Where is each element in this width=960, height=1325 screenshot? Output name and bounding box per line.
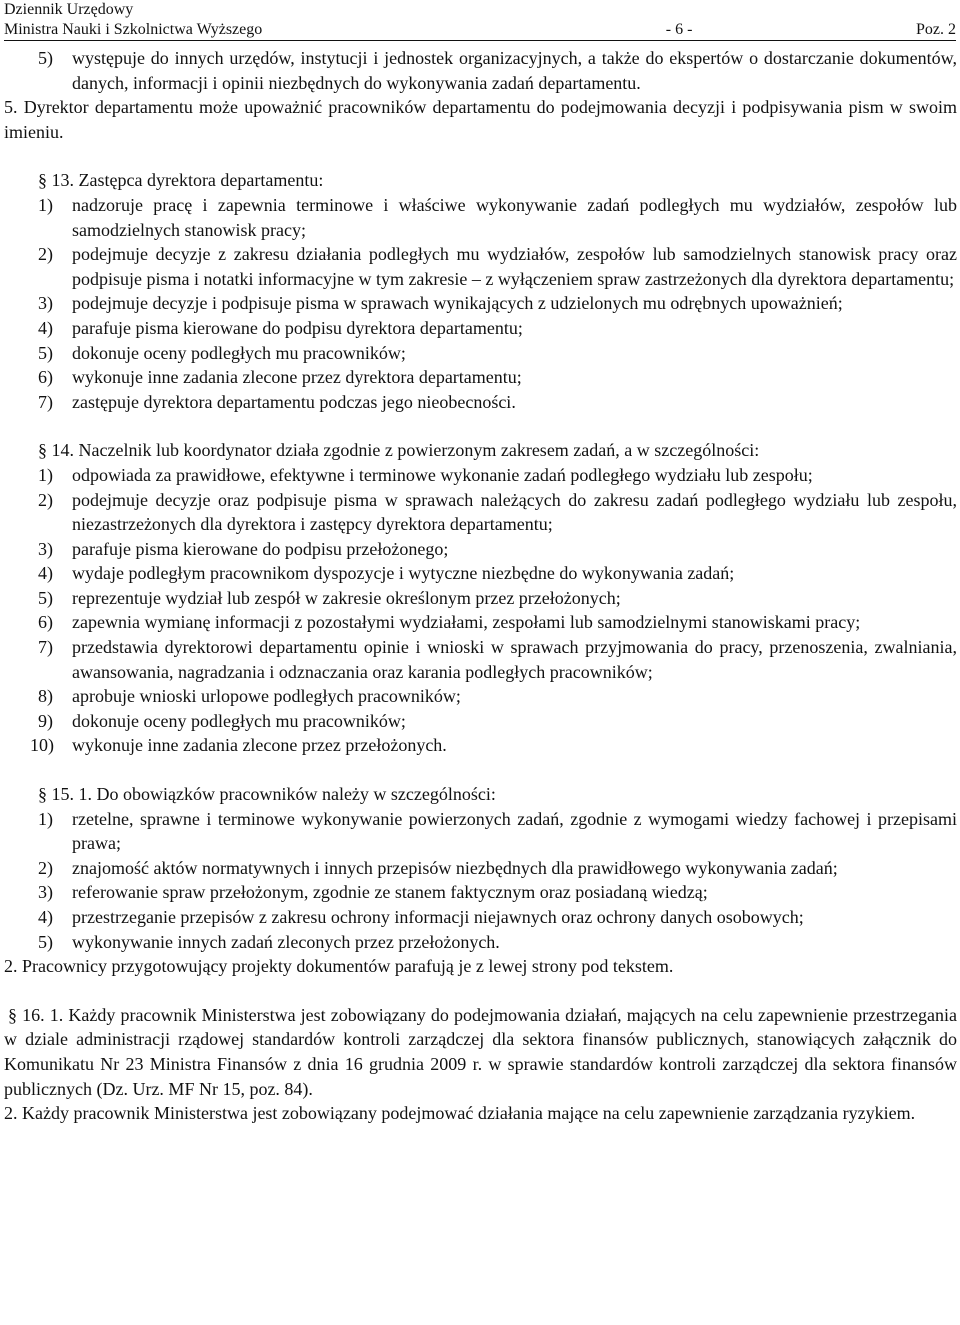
item-number: 6) — [38, 367, 53, 388]
section-heading: § 15. 1. Do obowiązków pracowników należy w szczególności: — [38, 784, 496, 805]
paragraph: 5. Dyrektor departamentu może upoważnić pracowników departamentu do podejmowania decyzji i podpisywania pism w swoim imieniu. — [4, 97, 957, 142]
item-text: podejmuje decyzje oraz podpisuje pisma w sprawach należących do zakresu zadań podległego wydziału lub zespołu, niezastrzeżonych dla dyrektora i zastępcy dyrektora departamentu; — [72, 489, 957, 535]
list-item — [4, 880, 957, 905]
list-item — [4, 930, 957, 955]
spacer — [4, 979, 957, 1003]
list-item — [4, 390, 957, 415]
list-item — [4, 341, 957, 366]
item-text: parafuje pisma kierowane do podpisu dyrektora departamentu; — [72, 317, 523, 338]
list-item — [4, 46, 957, 95]
item-number: 3) — [38, 882, 53, 903]
list-item — [4, 537, 957, 562]
item-number: 5) — [38, 587, 53, 608]
item-text: odpowiada za prawidłowe, efektywne i terminowe wykonanie zadań podległego wydziału lub zespołu; — [72, 464, 813, 485]
paragraph: § 16. 1. Każdy pracownik Ministerstwa jest zobowiązany do podejmowania działań, mających na celu zapewnienie przestrzegania w dziale administracji rządowej standardów kontroli zarządczej dla sektora finansów publicznych, stanowiących załącznik do Komunikatu Nr 23 Ministra Finansów z dnia 16 grudnia 2009 r. w sprawie standardów kontroli zarządczej dla sektora finansów publicznych (Dz. Urz. MF Nr 15, poz. 84). — [4, 1004, 957, 1099]
spacer — [4, 144, 957, 168]
ministry-name: Ministra Nauki i Szkolnictwa Wyższego — [4, 21, 263, 38]
item-text: przedstawia dyrektorowi departamentu opinie i wnioski w sprawach przyjmowania do pracy, przenoszenia, zwalniania, awansowania, nagradzania i odznaczania oraz karania podległych pracowników; — [72, 637, 957, 682]
page-number: - 6 - — [665, 21, 693, 38]
list-item — [4, 635, 957, 684]
list-item — [4, 193, 957, 242]
item-text: zapewnia wymianę informacji z pozostałymi wydziałami, zespołami lub samodzielnymi stanowiskami pracy; — [72, 612, 861, 633]
item-number: 8) — [38, 686, 53, 707]
list-item — [4, 684, 957, 709]
item-text: wykonuje inne zadania zlecone przez przełożonych. — [72, 735, 447, 756]
item-text: referowanie spraw przełożonym, zgodnie ze stanem faktycznym oraz posiadaną wiedzą; — [72, 882, 708, 903]
item-number: 1) — [38, 808, 53, 829]
item-number: 3) — [38, 293, 53, 314]
item-text: wydaje podległym pracownikom dyspozycje i wytyczne niezbędne do wykonywania zadań; — [72, 563, 735, 584]
spacer — [4, 414, 957, 438]
spacer — [4, 758, 957, 782]
list-item — [4, 807, 957, 856]
list-item — [4, 316, 957, 341]
item-number: 2) — [38, 489, 53, 510]
section-heading: § 14. Naczelnik lub koordynator działa zgodnie z powierzonym zakresem zadań, a w szczególności: — [38, 440, 760, 461]
item-text: aprobuje wnioski urlopowe podległych pracowników; — [72, 686, 461, 707]
section-13-list — [4, 193, 957, 414]
section-heading: § 13. Zastępca dyrektora departamentu: — [38, 170, 324, 191]
list-item — [4, 488, 957, 537]
item-number: 1) — [38, 194, 53, 215]
item-number: 5) — [38, 931, 53, 952]
position-number: Poz. 2 — [916, 21, 956, 38]
item-number: 2) — [38, 857, 53, 878]
item-text: zastępuje dyrektora departamentu podczas jego nieobecności. — [72, 391, 516, 412]
journal-title: Dziennik Urzędowy — [4, 1, 134, 18]
list-item — [4, 463, 957, 488]
list-item — [4, 709, 957, 734]
item-number: 5) — [38, 48, 53, 68]
list-item — [4, 733, 957, 758]
item-text: przestrzeganie przepisów z zakresu ochrony informacji niejawnych oraz ochrony danych osobowych; — [72, 907, 804, 927]
item-number: 9) — [38, 710, 53, 731]
item-number: 2) — [38, 244, 53, 265]
section-14-list — [4, 463, 957, 758]
item-number: 4) — [38, 563, 53, 584]
item-text: reprezentuje wydział lub zespół w zakresie określonym przez przełożonych; — [72, 587, 621, 608]
list-item — [4, 561, 957, 586]
item-number: 4) — [38, 907, 53, 927]
paragraph: 2. Pracownicy przygotowujący projekty dokumentów parafują je z lewej strony pod tekstem. — [4, 956, 674, 977]
item-text: wykonywanie innych zadań zleconych przez przełożonych. — [72, 931, 500, 952]
item-number: 7) — [38, 637, 53, 658]
list-item — [4, 291, 957, 316]
list-item — [4, 586, 957, 611]
list-item — [4, 905, 957, 930]
item-text: dokonuje oceny podległych mu pracowników; — [72, 710, 406, 731]
item-text: występuje do innych urzędów, instytucji i jednostek organizacyjnych, a także do ekspertów o dostarczanie dokumentów, danych, informacji i opinii niezbędnych do wykonywania zadań departamentu. — [72, 48, 957, 93]
header-row — [4, 20, 956, 40]
item-number: 10) — [30, 735, 54, 756]
item-text: podejmuje decyzje i podpisuje pisma w sprawach wynikających z udzielonych mu odrębnych upoważnień; — [72, 293, 843, 314]
paragraph: 2. Każdy pracownik Ministerstwa jest zobowiązany podejmować działania mające na celu zapewnienie zarządzania ryzykiem. — [4, 1103, 916, 1124]
item-text: parafuje pisma kierowane do podpisu przełożonego; — [72, 538, 449, 559]
header-divider — [4, 40, 956, 41]
item-text: wykonuje inne zadania zlecone przez dyrektora departamentu; — [72, 367, 522, 388]
item-text: rzetelne, sprawne i terminowe wykonywanie powierzonych zadań, zgodnie z wymogami wiedzy fachowej i przepisami prawa; — [72, 808, 957, 854]
document-body — [4, 46, 957, 1126]
page-header — [4, 0, 956, 40]
list-item — [4, 242, 957, 291]
item-text: znajomość aktów normatywnych i innych przepisów niezbędnych dla prawidłowego wykonywania zadań; — [72, 857, 838, 878]
section-15-list — [4, 807, 957, 955]
item-number: 5) — [38, 342, 53, 363]
item-text: dokonuje oceny podległych mu pracowników; — [72, 342, 406, 363]
list-item — [4, 856, 957, 881]
item-number: 3) — [38, 538, 53, 559]
item-number: 4) — [38, 317, 53, 338]
item-number: 7) — [38, 391, 53, 412]
list-item — [4, 365, 957, 390]
item-number: 6) — [38, 612, 53, 633]
list-item — [4, 610, 957, 635]
item-text: podejmuje decyzje z zakresu działania podległych mu wydziałów, zespołów lub samodzielnych stanowisk pracy oraz podpisuje pisma i notatki informacyjne w tym zakresie – z wyłączeniem spraw zastrzeżonych dla dyrektora departamentu; — [72, 244, 957, 289]
item-text: nadzoruje pracę i zapewnia terminowe i właściwe wykonywanie zadań podległych mu wydziałów, zespołów lub samodzielnych stanowisk pracy; — [72, 194, 957, 240]
item-number: 1) — [38, 464, 53, 485]
